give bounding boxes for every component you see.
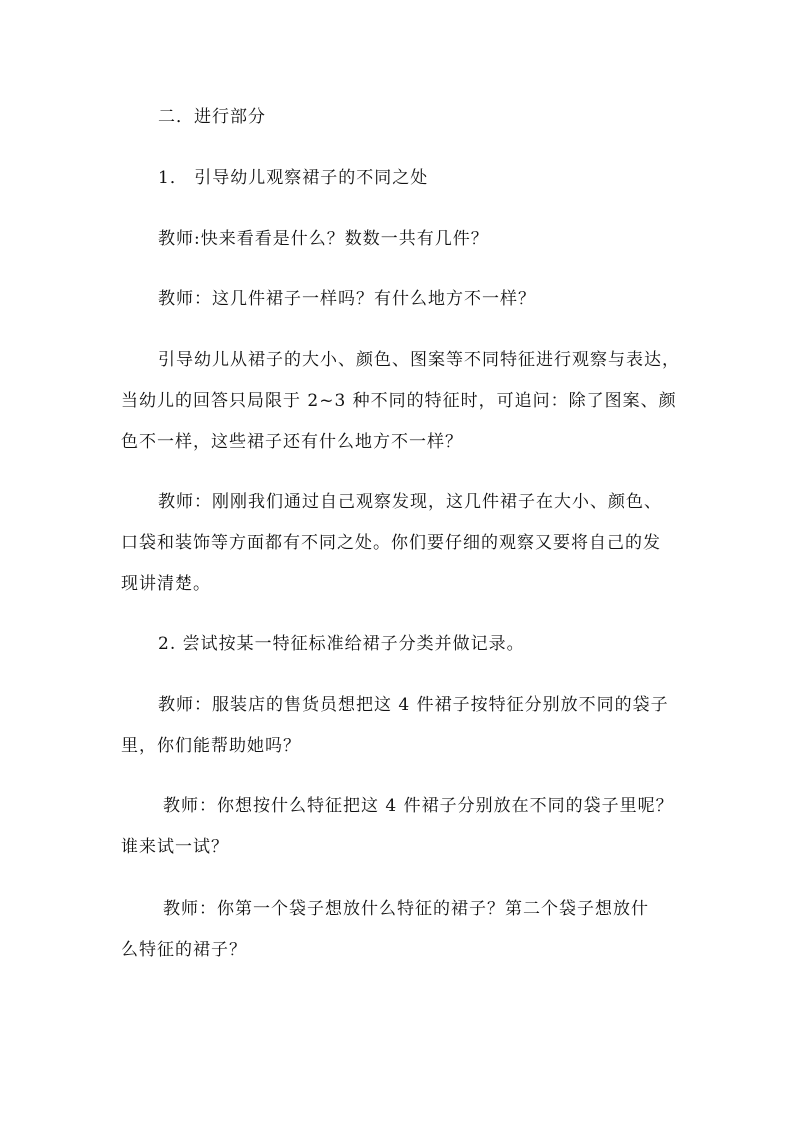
section-heading: 二．进行部分 bbox=[158, 107, 266, 127]
step-2-heading: 2. 尝试按某一特征标准给裙子分类并做记录。 bbox=[158, 634, 525, 654]
paragraph-line: 色不一样，这些裙子还有什么地方不一样？ bbox=[121, 432, 463, 452]
paragraph-line: 教师:快来看看是什么？数数一共有几件？ bbox=[158, 229, 489, 249]
paragraph-line: 教师：服装店的售货员想把这 4 件裙子按特征分别放不同的袋子 bbox=[158, 695, 669, 715]
paragraph-line: 教师：你想按什么特征把这 4 件裙子分别放在不同的袋子里呢？ bbox=[163, 796, 674, 816]
paragraph-line: 现讲清楚。 bbox=[121, 574, 211, 594]
paragraph-line: 教师：你第一个袋子想放什么特征的裙子？第二个袋子想放什 bbox=[163, 899, 649, 919]
paragraph-line: 口袋和装饰等方面都有不同之处。你们要仔细的观察又要将自己的发 bbox=[121, 533, 661, 553]
paragraph-line: 教师：刚刚我们通过自己观察发现，这几件裙子在大小、颜色、 bbox=[158, 492, 662, 512]
paragraph-line: 里，你们能帮助她吗？ bbox=[121, 736, 301, 756]
paragraph-line: 谁来试一试？ bbox=[121, 837, 229, 857]
paragraph-line: 么特征的裙子？ bbox=[121, 940, 247, 960]
step-1-heading: 1． 引导幼儿观察裙子的不同之处 bbox=[158, 168, 429, 188]
paragraph-line: 引导幼儿从裙子的大小、颜色、图案等不同特征进行观察与表达， bbox=[158, 350, 680, 370]
paragraph-line: 当幼儿的回答只局限于 2~3 种不同的特征时，可追问：除了图案、颜 bbox=[121, 391, 677, 411]
paragraph-line: 教师：这几件裙子一样吗？有什么地方不一样？ bbox=[158, 289, 536, 309]
